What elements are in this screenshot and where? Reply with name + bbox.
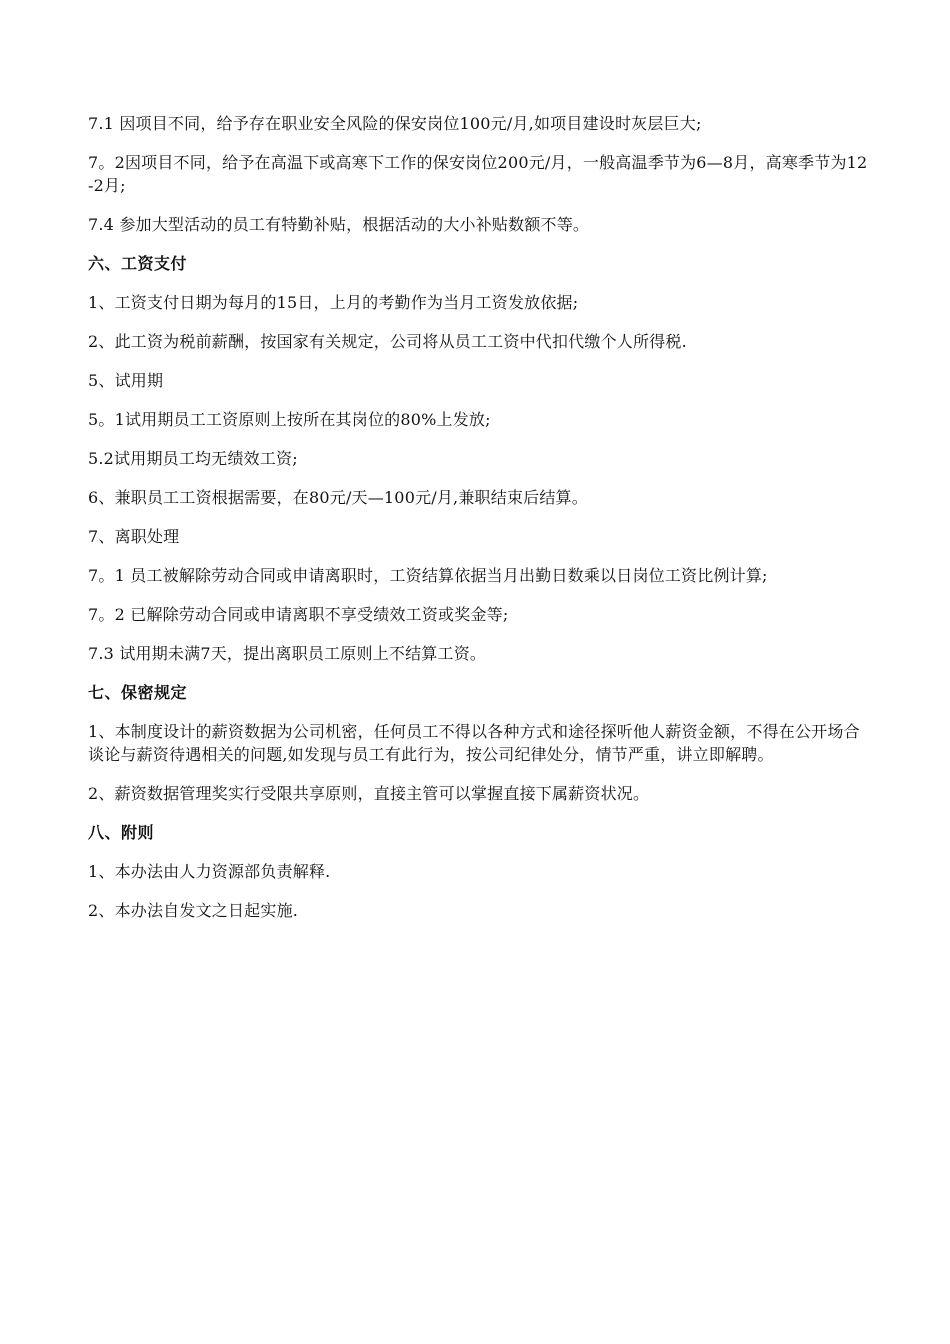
paragraph: 5。1试用期员工工资原则上按所在其岗位的80%上发放; xyxy=(88,410,491,429)
section-heading: 八、附则 xyxy=(88,823,155,842)
paragraph: 6、兼职员工工资根据需要，在80元/天—100元/月,兼职结束后结算。 xyxy=(88,488,588,507)
paragraph: 5、试用期 xyxy=(88,371,164,390)
paragraph: 7。2 已解除劳动合同或申请离职不享受绩效工资或奖金等; xyxy=(88,605,509,624)
section-heading: 七、保密规定 xyxy=(88,683,188,702)
paragraph: 1、本办法由人力资源部负责解释. xyxy=(88,862,331,881)
section-heading: 六、工资支付 xyxy=(88,254,188,273)
paragraph: 7.4 参加大型活动的员工有特勤补贴，根据活动的大小补贴数额不等。 xyxy=(88,215,590,234)
paragraph: 7.1 因项目不同，给予存在职业安全风险的保安岗位100元/月,如项目建设时灰层巨大; xyxy=(88,114,702,133)
paragraph: 2、此工资为税前薪酬，按国家有关规定，公司将从员工工资中代扣代缴个人所得税. xyxy=(88,332,687,351)
paragraph: 5.2试用期员工均无绩效工资; xyxy=(88,449,298,468)
paragraph: 7.3 试用期未满7天，提出离职员工原则上不结算工资。 xyxy=(88,644,487,663)
paragraph: 1、本制度设计的薪资数据为公司机密，任何员工不得以各种方式和途径探听他人薪资金额，不得在公开场合谈论与薪资待遇相关的问题,如发现与员工有此行为，按公司纪律处分，情节严重，讲立即解聘。 xyxy=(88,722,860,764)
paragraph: 7、离职处理 xyxy=(88,527,180,546)
document-page xyxy=(88,112,868,938)
paragraph: 7。1 员工被解除劳动合同或申请离职时，工资结算依据当月出勤日数乘以日岗位工资比例计算; xyxy=(88,566,768,585)
paragraph: 1、工资支付日期为每月的15日，上月的考勤作为当月工资发放依据; xyxy=(88,293,579,312)
paragraph: 2、薪资数据管理奖实行受限共享原则，直接主管可以掌握直接下属薪资状况。 xyxy=(88,784,650,803)
paragraph: 7。2因项目不同，给予在高温下或高寒下工作的保安岗位200元/月，一般高温季节为6—8月，高寒季节为12-2月; xyxy=(88,153,868,195)
paragraph: 2、本办法自发文之日起实施. xyxy=(88,901,299,920)
